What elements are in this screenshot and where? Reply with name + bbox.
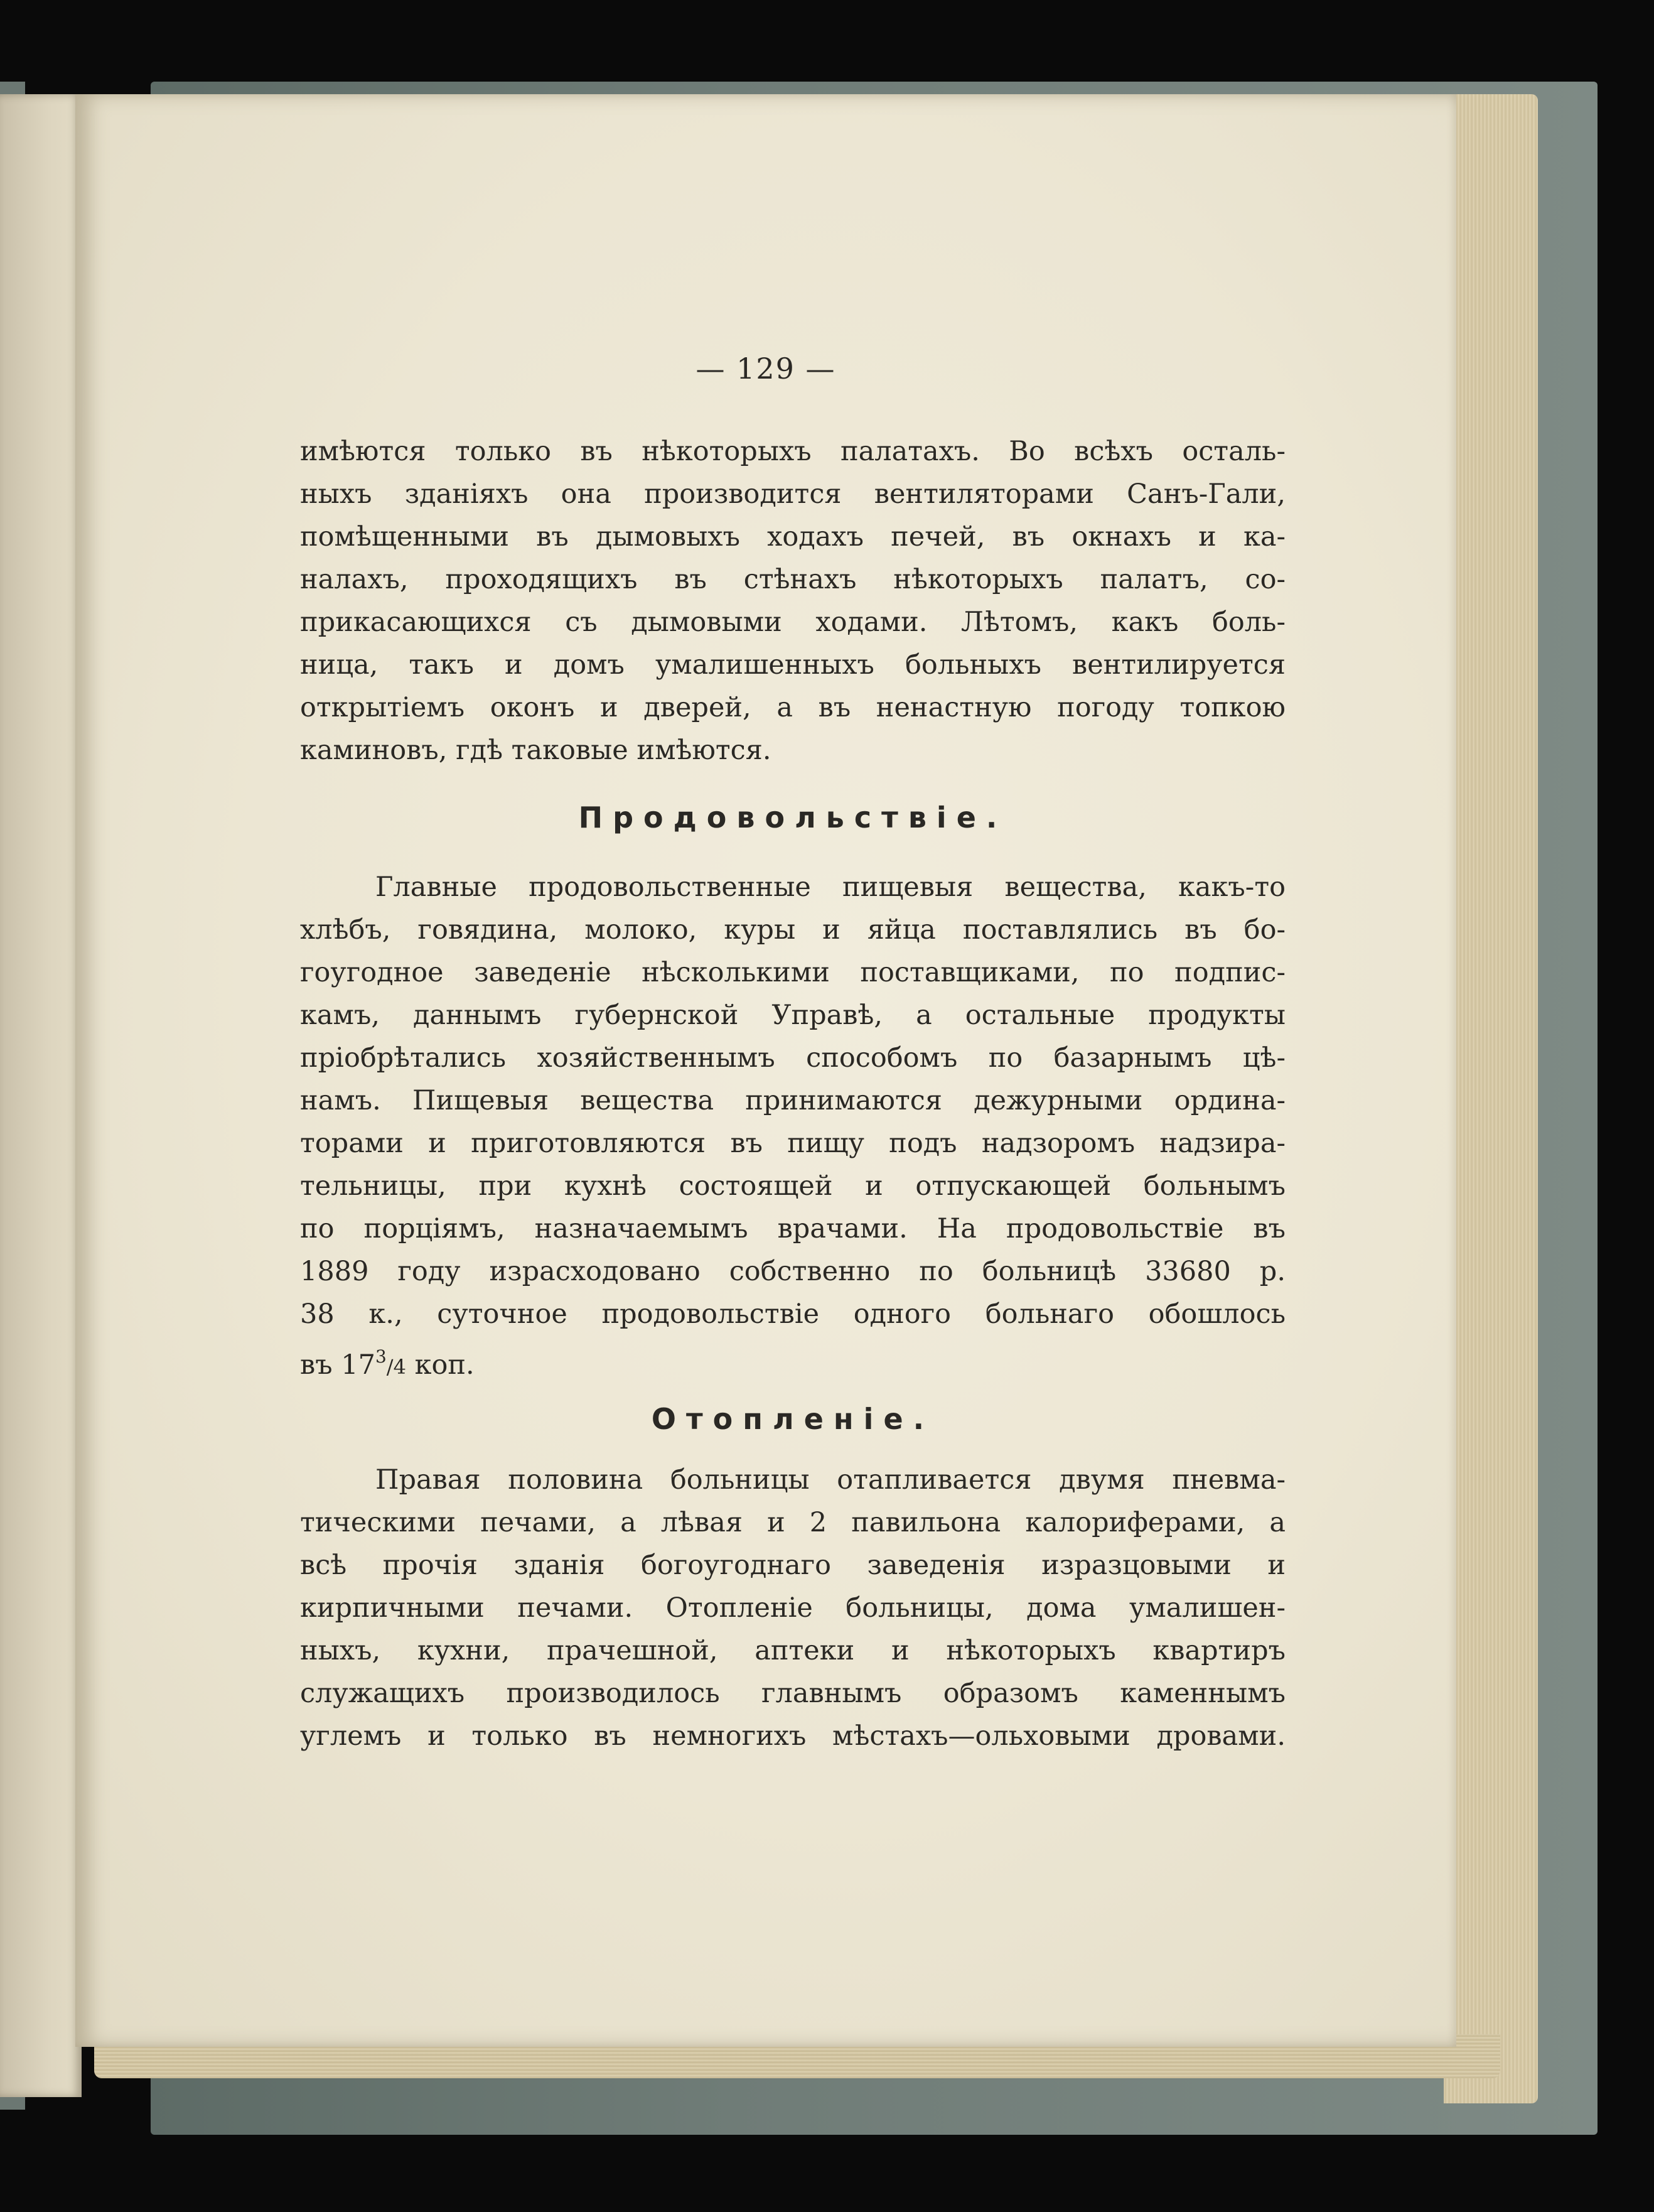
- text-line: 38 к., суточное продовольствіе одного больнаго обошлось: [300, 1298, 1286, 1330]
- text-line: ница, такъ и домъ умалишенныхъ больныхъ вентилируется: [300, 649, 1286, 681]
- text-line: налахъ, проходящихъ въ стѣнахъ нѣкоторыхъ палатъ, со-: [300, 564, 1286, 595]
- fraction-numerator: 3: [375, 1346, 387, 1367]
- section-heading-provisions: Продовольствіе.: [578, 801, 1007, 834]
- text-line: кирпичными печами. Отопленіе больницы, дома умалишен-: [300, 1592, 1286, 1624]
- text-line: тическими печами, а лѣвая и 2 павильона калориферами, а: [300, 1507, 1286, 1538]
- text-line: камъ, даннымъ губернской Управѣ, а остальные продукты: [300, 1000, 1286, 1031]
- text-line: помѣщенными въ дымовыхъ ходахъ печей, въ окнахъ и ка-: [300, 521, 1286, 553]
- fraction-denominator: /4: [386, 1355, 406, 1379]
- text-line: по порціямъ, назначаемымъ врачами. На продовольствіе въ: [300, 1213, 1286, 1244]
- text-line: прикасающихся съ дымовыми ходами. Лѣтомъ, какъ боль-: [300, 607, 1286, 638]
- text-line: Правая половина больницы отапливается двумя пневма-: [375, 1464, 1286, 1496]
- page-block-edge: [1444, 94, 1538, 2103]
- line-suffix: коп.: [405, 1349, 475, 1381]
- text-line: намъ. Пищевыя вещества принимаются дежурными ордина-: [300, 1085, 1286, 1116]
- left-page: [0, 94, 82, 2097]
- text-line: ныхъ, кухни, прачешной, аптеки и нѣкоторыхъ квартиръ: [300, 1635, 1286, 1666]
- section-heading-heating: Отопленіе.: [651, 1402, 935, 1436]
- text-line: имѣются только въ нѣкоторыхъ палатахъ. Во всѣхъ осталь-: [300, 436, 1286, 467]
- text-line: хлѣбъ, говядина, молоко, куры и яйца поставлялись въ бо-: [300, 914, 1286, 946]
- text-line: каминовъ, гдѣ таковые имѣются.: [300, 735, 771, 766]
- page-text: [300, 430, 1286, 1757]
- text-line: служащихъ производилось главнымъ образомъ каменнымъ: [300, 1678, 1286, 1709]
- text-line: Главные продовольственные пищевыя вещества, какъ-то: [375, 871, 1286, 903]
- text-line: [300, 1335, 1286, 1381]
- intro-paragraph: [300, 430, 1286, 772]
- text-line: ныхъ зданіяхъ она производится вентиляторами Санъ-Гали,: [300, 478, 1286, 510]
- text-line: открытіемъ оконъ и дверей, а въ ненастную погоду топкою: [300, 692, 1286, 723]
- book-page: [75, 94, 1456, 2047]
- text-line: пріобрѣтались хозяйственнымъ способомъ по базарнымъ цѣ-: [300, 1042, 1286, 1074]
- text-line: 1889 году израсходовано собственно по больницѣ 33680 р.: [300, 1256, 1286, 1287]
- provisions-paragraph: [300, 866, 1286, 1381]
- page-number: — 129 —: [695, 352, 836, 386]
- text-line: тельницы, при кухнѣ состоящей и отпускающей больнымъ: [300, 1170, 1286, 1202]
- text-line: торами и приготовляются въ пищу подъ надзоромъ надзира-: [300, 1128, 1286, 1159]
- text-line: всѣ прочія зданія богоугоднаго заведенія изразцовыми и: [300, 1550, 1286, 1581]
- heating-paragraph: [300, 1459, 1286, 1757]
- text-line: углемъ и только въ немногихъ мѣстахъ—ольховыми дровами.: [300, 1720, 1286, 1752]
- text-line: гоугодное заведеніе нѣсколькими поставщиками, по подпис-: [300, 957, 1286, 988]
- line-prefix: въ 17: [300, 1349, 375, 1381]
